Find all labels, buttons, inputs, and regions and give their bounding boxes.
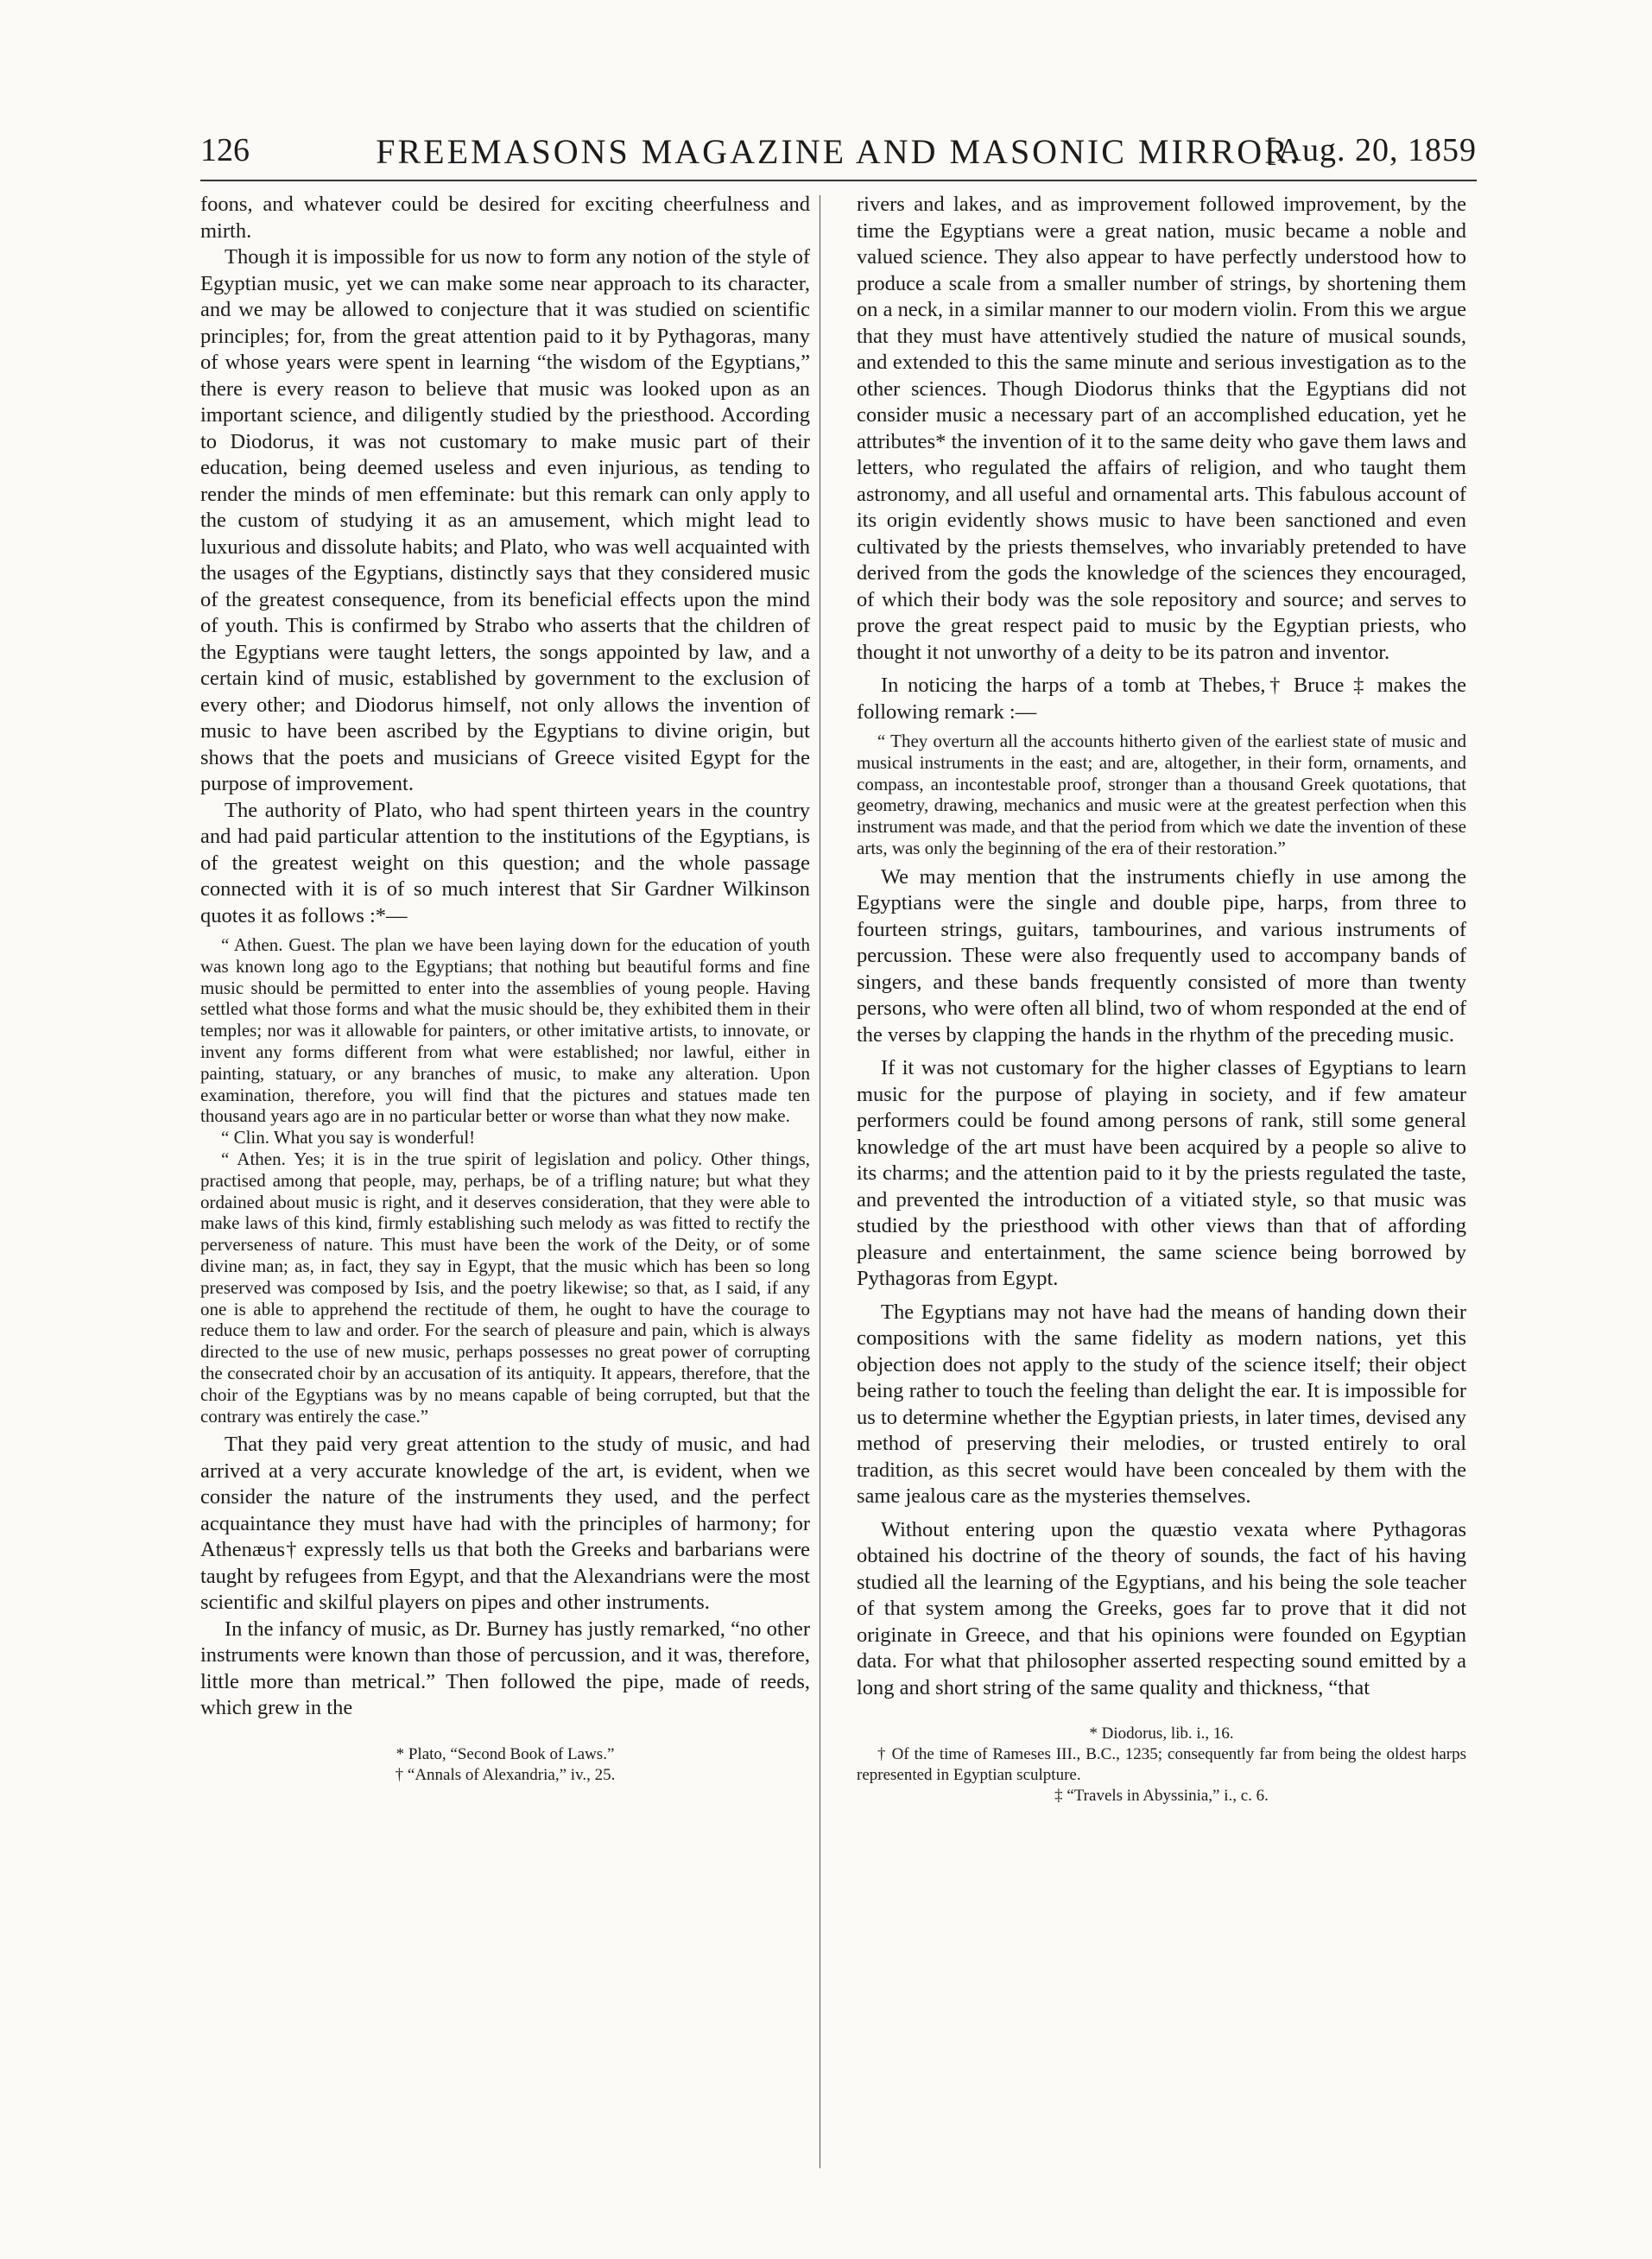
issue-date: [Aug. 20, 1859 bbox=[1265, 132, 1477, 168]
quote-paragraph: “ Athen. Guest. The plan we have been laying down for the education of youth was known long ago to the Egyptians; that nothing but beautiful forms and fine music should be permitted to enter into the assemblies of young people. Having settled what those forms and what the music should be, they exhibited them in their temples; nor was it allowable for painters, or other imitative artists, to innovate, or invent any forms different from what were established; nor lawful, either in painting, statuary, or any branches of music, to make any alteration. Upon examination, therefore, you will find that the pictures and statues made ten thousand years ago are in no particular better or worse than what they now make. bbox=[200, 934, 810, 1127]
paragraph: foons, and whatever could be desired for exciting cheerfulness and mirth. bbox=[200, 193, 810, 243]
page-header bbox=[200, 128, 1477, 181]
paragraph: rivers and lakes, and as improvement followed improvement, by the time the Egyptians were a great nation, music became a noble and valued science. They also appear to have perfectly understood how to produce a scale from a smaller number of strings, by shortening them on a neck, in a similar manner to our modern violin. From this we argue that they must have attentively studied the nature of musical sounds, and extended to this the same minute and serious investigation as to the other sciences. Though Diodorus thinks that the Egyptians did not consider music a necessary part of an accomplished education, yet he attributes* the invention of it to the same deity who gave them laws and letters, who regulated the affairs of religion, and who taught them astronomy, and all useful and ornamental arts. This fabulous account of its origin evidently shows music to have been sanctioned and even cultivated by the priests themselves, who invariably pretended to have derived from the gods the knowledge of the sciences they encouraged, of which their body was the sole repository and source; and serves to prove the great respect paid to music by the Egyptian priests, who thought it not unworthy of a deity to be its patron and inventor. bbox=[857, 193, 1466, 664]
paragraph: We may mention that the instruments chiefly in use among the Egyptians were the single and double pipe, harps, from three to fourteen strings, guitars, tambourines, and various instruments of percussion. These were also frequently used to accompany bands of singers, and these bands frequently consisted of more than twenty persons, who were often all blind, two of whom responded at the end of the verses by clapping the hands in the rhythm of the preceding music. bbox=[857, 864, 1466, 1047]
left-column bbox=[200, 192, 810, 1786]
paragraph: Without entering upon the quæstio vexata where Pythagoras obtained his doctrine of the theory of sounds, the fact of his having studied all the learning of the Egyptians, and his being the sole teacher of that system among the Greeks, goes far to prove that it did not originate in Greece, and that his opinions were founded on Egyptian data. For what that philosopher asserted respecting sound emitted by a long and short string of the same quality and thickness, “that bbox=[857, 1517, 1466, 1699]
page-number: 126 bbox=[200, 132, 250, 168]
bruce-quotation bbox=[857, 731, 1466, 859]
paragraph: That they paid very great attention to the study of music, and had arrived at a very accurate knowledge of the art, is evident, when we consider the nature of the instruments they used, and the perfect acquaintance they must have had with the principles of harmony; for Athenæus† expressly tells us that both the Greeks and barbarians were taught by refugees from Egypt, and that the Alexandrians were the most scientific and skilful players on pipes and other instruments. bbox=[200, 1433, 810, 1615]
footnote: † “Annals of Alexandria,” iv., 25. bbox=[395, 1765, 616, 1784]
paragraph: The Egyptians may not have had the means of handing down their compositions with the same fidelity as modern nations, yet this objection does not apply to the study of the science itself; their object being rather to touch the feeling than delight the ear. It is impossible for us to determine whether the Egyptian priests, in later times, devised any method of preserving their melodies, or trusted entirely to oral tradition, as this secret would have been concealed by them with the same jealous care as the mysteries themselves. bbox=[857, 1300, 1466, 1509]
quote-paragraph: “ Clin. What you say is wonderful! bbox=[221, 1127, 476, 1148]
quote-paragraph: “ Athen. Yes; it is in the true spirit of legislation and policy. Other things, practised among that people, may, perhaps, be of a trifling nature; but what they ordained about music is right, and it deserves consideration, that they were able to make laws of this kind, firmly establishing such melody as was fitted to rectify the perverseness of nature. This must have been the work of the Deity, or of some divine man; as, in fact, they say in Egypt, that the music which has been so long preserved was composed by Isis, and the poetry likewise; so that, as I said, if any one is able to apprehend the rectitude of them, he ought to have the courage to reduce them to law and order. For the search of pleasure and pain, which is always directed to the use of new music, perhaps possesses no great power of corrupting the consecrated choir by an accusation of its antiquity. It appears, therefore, that the choir of the Egyptians was by no means capable of being corrupted, but that the contrary was entirely the case.” bbox=[200, 1148, 810, 1427]
footnote: ‡ “Travels in Abyssinia,” i., c. 6. bbox=[1054, 1787, 1269, 1806]
paragraph: If it was not customary for the higher classes of Egyptians to learn music for the purpose of playing in society, and if few amateur performers could be found among persons of rank, still some general knowledge of the art must have been acquired by a people so alive to its charms; and the attention paid to it by the priests regulated the taste, and prevented the introduction of a vitiated style, so that music was studied by the priesthood with other views than that of affording pleasure and entertainment, the same science being borrowed by Pythagoras from Egypt. bbox=[857, 1056, 1466, 1291]
paragraph: The authority of Plato, who had spent thirteen years in the country and had paid particular attention to the institutions of the Egyptians, is of the greatest weight on this question; and the whole passage connected with it is of so much interest that Sir Gardner Wilkinson quotes it as follows :*— bbox=[200, 798, 810, 927]
footnote: † Of the time of Rameses III., B.C., 1235; consequently far from being the oldest harps represented in Egyptian sculpture. bbox=[857, 1745, 1466, 1785]
paragraph: Though it is impossible for us now to form any notion of the style of Egyptian music, yet we can make some near approach to its character, and we may be allowed to conjecture that it was studied on scientific principles; for, from the great attention paid to it by Pythagoras, many of whose years were spent in learning “the wisdom of the Egyptians,” there is every reason to believe that music was looked upon as an important science, and diligently studied by the priesthood. According to Diodorus, it was not customary to make music part of their education, being deemed useless and even injurious, as tending to render the minds of men effeminate: but this remark can only apply to the custom of studying it as an amusement, which might lead to luxurious and dissolute habits; and Plato, who was well acquainted with the usages of the Egyptians, distinctly says that they considered music of the greatest consequence, from its beneficial effects upon the mind of youth. This is confirmed by Strabo who asserts that the children of the Egyptians were taught letters, the songs appointed by law, and a certain kind of music, established by government to the exclusion of every other; and Diodorus himself, not only allows the invention of music to have been ascribed by the Egyptians to divine origin, but shows that the poets and musicians of Greece visited Egypt for the purpose of improvement. bbox=[200, 245, 810, 795]
footnote: * Plato, “Second Book of Laws.” bbox=[396, 1744, 615, 1763]
footnotes bbox=[200, 1744, 810, 1786]
quote-paragraph: “ They overturn all the accounts hitherto given of the earliest state of music and musical instruments in the east; and are, altogether, in their form, ornaments, and compass, an incontestable proof, stronger than a thousand Greek quotations, that geometry, drawing, mechanics and music were at the greatest perfection when this instrument was made, and that the period from which we date the invention of these arts, was only the beginning of the era of their restoration.” bbox=[857, 731, 1466, 858]
footnote: * Diodorus, lib. i., 16. bbox=[1089, 1724, 1234, 1743]
paragraph: In noticing the harps of a tomb at Thebes,† Bruce ‡ makes the following remark :— bbox=[857, 674, 1466, 724]
right-column bbox=[857, 192, 1466, 1807]
plato-quotation bbox=[200, 934, 810, 1427]
paragraph: In the infancy of music, as Dr. Burney has justly remarked, “no other instruments were known than those of percussion, and it was, therefore, little more than metrical.” Then followed the pipe, made of reeds, which grew in the bbox=[200, 1617, 810, 1720]
footnotes bbox=[857, 1724, 1466, 1807]
publication-title: FREEMASONS MAGAZINE AND MASONIC MIRROR. bbox=[376, 132, 1301, 171]
